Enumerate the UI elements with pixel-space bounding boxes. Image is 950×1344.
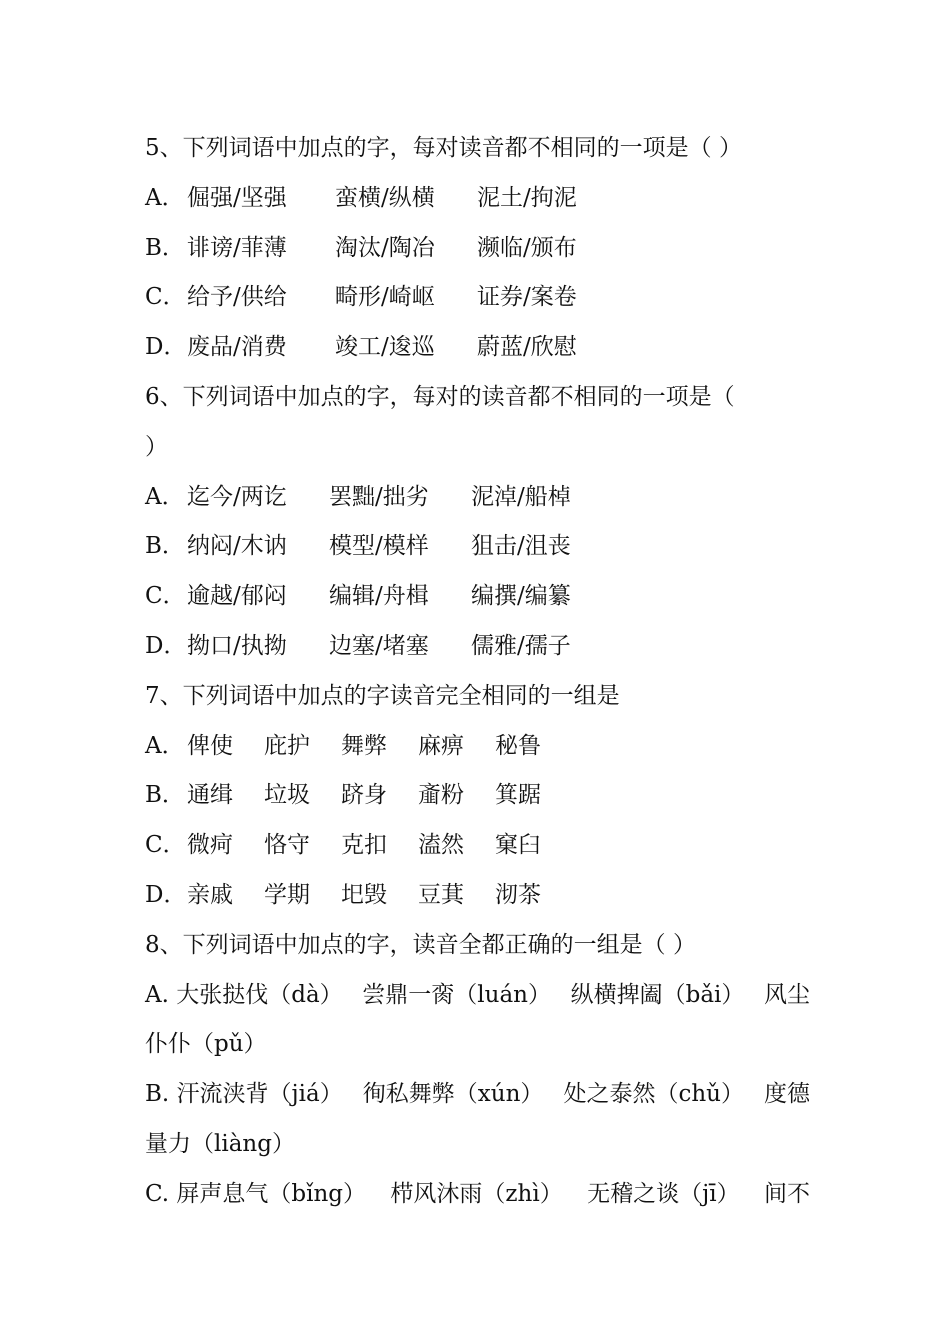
option-term: 圯毁	[341, 881, 387, 908]
option-term: 蔚蓝/欣慰	[477, 334, 577, 361]
option-term: 亲戚	[187, 881, 233, 908]
option-term: 纳闷/木讷	[187, 533, 287, 560]
option-term: 箕踞	[495, 782, 541, 809]
option-segment: C. 屏声息气（bǐng）	[145, 1180, 367, 1207]
option-term: 诽谤/菲薄	[187, 234, 287, 261]
option-segment: 栉风沐雨（zhì）	[390, 1180, 563, 1207]
q5-option-c	[145, 273, 810, 323]
option-term: 垃圾	[264, 782, 310, 809]
option-term: 微疴	[187, 832, 233, 859]
option-term: 泥土/拘泥	[477, 184, 577, 211]
option-term: 儒雅/孺子	[471, 632, 571, 659]
option-term: 模型/模样	[329, 533, 429, 560]
option-term: 恪守	[264, 832, 310, 859]
option-term: 废品/消费	[187, 334, 287, 361]
option-term: 证券/案卷	[477, 284, 577, 311]
option-term: 编辑/舟楫	[329, 583, 429, 610]
option-term: 俾使	[187, 732, 233, 759]
option-segment: A. 大张挞伐（dà）	[145, 981, 343, 1008]
q8-option-a	[145, 971, 810, 1021]
option-letter: A．	[145, 483, 185, 510]
option-letter: D．	[145, 334, 187, 361]
option-segment: 度德	[764, 1081, 810, 1108]
question-8-stem: 8、下列词语中加点的字，读音全都正确的一组是（ ）	[145, 931, 696, 958]
option-letter: D．	[145, 632, 187, 659]
q6-option-a	[145, 473, 810, 523]
option-segment: 无稽之谈（jī）	[587, 1180, 740, 1207]
option-letter: B．	[145, 533, 185, 560]
option-term: 拗口/执拗	[187, 632, 287, 659]
question-7-stem: 7、下列词语中加点的字读音完全相同的一组是	[145, 682, 620, 709]
option-term: 沏茶	[495, 881, 541, 908]
option-segment: 纵横捭阖（bǎi）	[570, 981, 745, 1008]
option-term: 逾越/郁闷	[187, 583, 287, 610]
option-term: 罢黜/拙劣	[329, 483, 429, 510]
option-term: 麻痹	[418, 732, 464, 759]
option-letter: A．	[145, 184, 185, 211]
option-letter: B．	[145, 234, 185, 261]
document-page	[145, 124, 810, 1220]
q5-option-a	[145, 174, 810, 224]
option-term: 窠臼	[495, 832, 541, 859]
option-letter: D．	[145, 881, 187, 908]
option-segment: 间不	[763, 1180, 810, 1207]
option-letter: B．	[145, 782, 185, 809]
option-term: 淘汰/陶冶	[335, 234, 435, 261]
option-term: 溘然	[418, 832, 464, 859]
question-6-stem-continued: ）	[145, 433, 168, 460]
option-term: 边塞/堵塞	[329, 632, 429, 659]
option-segment: 处之泰然（chǔ）	[563, 1081, 744, 1108]
option-segment: 尝鼎一脔（luán）	[362, 981, 551, 1008]
q6-option-b	[145, 522, 810, 572]
option-term: 齑粉	[418, 782, 464, 809]
option-term: 跻身	[341, 782, 387, 809]
option-term: 通缉	[187, 782, 233, 809]
q8-option-b	[145, 1070, 810, 1120]
option-letter: A．	[145, 732, 185, 759]
option-term: 秘鲁	[495, 732, 541, 759]
option-term: 庇护	[264, 732, 310, 759]
option-term: 泥淖/船棹	[471, 483, 571, 510]
option-term: 舞弊	[341, 732, 387, 759]
q8-option-a-continued: 仆仆（pǔ）	[145, 1031, 267, 1058]
option-segment: B. 汗流浃背（jiá）	[145, 1081, 343, 1108]
option-term: 狙击/沮丧	[471, 533, 571, 560]
option-term: 克扣	[341, 832, 387, 859]
q7-option-a	[145, 722, 810, 772]
option-letter: C．	[145, 284, 186, 311]
option-letter: C．	[145, 832, 186, 859]
option-term: 濒临/颁布	[477, 234, 577, 261]
q7-option-b	[145, 771, 810, 821]
option-term: 迄今/两讫	[187, 483, 287, 510]
option-term: 豆萁	[418, 881, 464, 908]
option-term: 编撰/编纂	[471, 583, 571, 610]
option-letter: C．	[145, 583, 186, 610]
q8-option-c	[145, 1170, 810, 1220]
q6-option-c	[145, 572, 810, 622]
option-term: 倔强/坚强	[187, 184, 287, 211]
question-6-stem: 6、下列词语中加点的字，每对的读音都不相同的一项是（	[145, 383, 735, 410]
q5-option-d	[145, 323, 810, 373]
q7-option-d	[145, 871, 810, 921]
option-term: 学期	[264, 881, 310, 908]
option-term: 畸形/崎岖	[335, 284, 435, 311]
option-segment: 徇私舞弊（xún）	[362, 1081, 544, 1108]
q6-option-d	[145, 622, 810, 672]
option-term: 给予/供给	[187, 284, 287, 311]
q7-option-c	[145, 821, 810, 871]
option-term: 蛮横/纵横	[335, 184, 435, 211]
option-segment: 风尘	[764, 981, 810, 1008]
option-term: 竣工/逡巡	[335, 334, 435, 361]
q8-option-b-continued: 量力（liàng）	[145, 1130, 295, 1157]
question-5-stem: 5、下列词语中加点的字，每对读音都不相同的一项是（ ）	[145, 135, 742, 161]
q5-option-b	[145, 224, 810, 274]
